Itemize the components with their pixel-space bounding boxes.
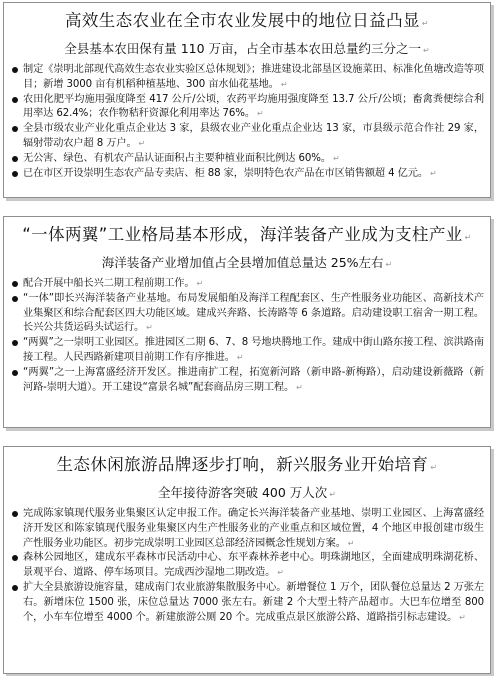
- list-item: “一体”即长兴海洋装备产业基地。布局发展船舶及海洋工程配套区、生产性服务业功能区、高新技术产业集聚区和综合配套区四大功能区域。建成兴奔路、长涛路等 6 条道路。启动建设职工宿舍一期工程。长兴公共货运码头试运行。 ↵: [10, 292, 484, 336]
- section-title: 生态休闲旅游品牌逐步打响，新兴服务业开始培育 ↵: [56, 455, 438, 474]
- section-agriculture: [3, 2, 491, 198]
- section-subtitle: 海洋装备产业增加值占全县增加值总量达 25%左右 ↵: [101, 255, 393, 270]
- list-item: 已在市区开设崇明生态农产品专卖店、柜 88 家，崇明特色农产品在市区销售额超 4 亿元。 ↵: [10, 167, 484, 182]
- section-industry: [3, 216, 491, 428]
- bullet-list: [10, 507, 484, 625]
- section-tourism: [3, 446, 491, 674]
- bullet-list: [10, 63, 484, 181]
- list-item: 全县市级农业产业化重点企业达 3 家，县级农业产业化重点企业达 13 家，市县级示范合作社 29 家，辐射带动农户超 8 万户。 ↵: [10, 122, 484, 152]
- list-item: 扩大全县旅游设施容量，建成南门农业旅游集散服务中心。新增餐位 1 万个，团队餐位总量达 2 万张左右。新增床位 1500 张，床位总量达 7000 张左右。新建 2 个大型土特产品超市。大巴车位增至 800 个，小车车位增至 4000 个。新建旅游公厕 20 个。完成重点景区旅游公路、道路指引标志建设。 ↵: [10, 581, 484, 625]
- list-item: 农田化肥平均施用强度降至 417 公斤/公顷，农药平均施用强度降至 13.7 公斤/公顷；畜禽粪便综合利用率达 62.4%；农作物秸秆资源化利用率达 76%。 ↵: [10, 93, 484, 123]
- section-subtitle: 全年接待游客突破 400 万人次 ↵: [157, 485, 336, 500]
- list-item: 无公害、绿色、有机农产品认证面积占主要种植业面积比例达 60%。 ↵: [10, 152, 484, 167]
- bullet-list: [10, 277, 484, 395]
- list-item: 完成陈家镇现代服务业集聚区认定申报工作。确定长兴海洋装备产业基地、崇明工业园区、上海富盛经济开发区和陈家镇现代服务业集聚区内生产性服务业的产业重点和区域位置，4 个地区申报创建市级生产性服务业功能区。初步完成崇明工业园区总部经济园概念性规划方案。 ↵: [10, 507, 484, 551]
- list-item: “两翼”之一上海富盛经济开发区。推进南扩工程，拓宽新河路（新申路-新梅路），启动建设新薇路（新河路-崇明大道）。开工建设“富景名城”配套商品房三期工程。 ↵: [10, 366, 484, 396]
- list-item: 森林公园地区，建成东平森林市民活动中心、东平森林养老中心。明珠湖地区，全面建成明珠湖花桥、景观平台、道路、停车场项目。完成西沙湿地二期改造。 ↵: [10, 551, 484, 581]
- list-item: 配合开展中船长兴二期工程前期工作。 ↵: [10, 277, 484, 292]
- section-subtitle: 全县基本农田保有量 110 万亩，占全市基本农田总量约三分之一 ↵: [64, 41, 430, 56]
- list-item: “两翼”之一崇明工业园区。推进园区二期 6、7、8 号地块腾地工作。建成中街山路东接工程、滨洪路南接工程。人民西路新建项目前期工作有序推进。 ↵: [10, 336, 484, 366]
- list-item: 制定《崇明北部现代高效生态农业实验区总体规划》；推进建设北部垦区设施菜田、标准化鱼塘改造等项目；新增 3000 亩有机稻种植基地、300 亩水仙花基地。 ↵: [10, 63, 484, 93]
- section-title: “一体两翼”工业格局基本形成，海洋装备产业成为支柱产业 ↵: [22, 225, 472, 244]
- section-title: 高效生态农业在全市农业发展中的地位日益凸显 ↵: [64, 11, 429, 30]
